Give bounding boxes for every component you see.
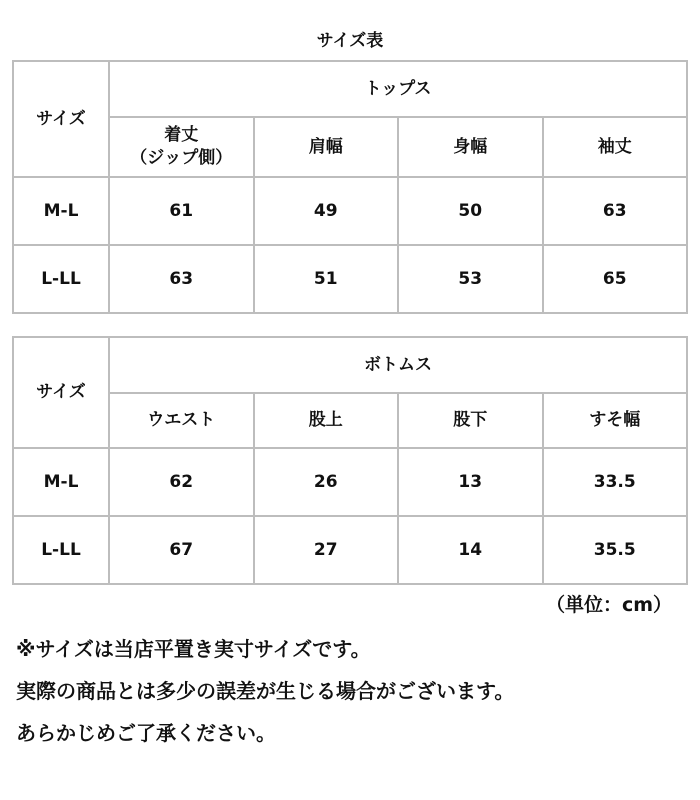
column-header-chest: 身幅 [398,117,543,177]
tops-size-table [12,60,688,314]
column-header-length-line2: （ジップ側） [130,148,233,168]
value-cell: 63 [543,177,688,245]
size-cell: M-L [13,177,109,245]
value-cell: 27 [254,516,399,584]
value-cell: 26 [254,448,399,516]
size-cell: L-LL [13,245,109,313]
value-cell: 13 [398,448,543,516]
size-header-cell: サイズ [13,61,109,177]
note-line: 実際の商品とは多少の誤差が生じる場合がございます。 [16,679,515,703]
unit-label: （単位：cm） [545,594,672,616]
size-cell: L-LL [13,516,109,584]
column-header-length [109,117,254,177]
size-cell: M-L [13,448,109,516]
column-header-hem-width: すそ幅 [543,393,688,448]
value-cell: 50 [398,177,543,245]
value-cell: 63 [109,245,254,313]
column-header-rise: 股上 [254,393,399,448]
column-header-waist: ウエスト [109,393,254,448]
table-row [13,245,687,313]
value-cell: 51 [254,245,399,313]
column-header-length-line1: 着丈 [164,125,199,146]
note-line: ※サイズは当店平置き実寸サイズです。 [16,637,371,661]
bottoms-group-header: ボトムス [109,337,687,393]
value-cell: 65 [543,245,688,313]
column-header-inseam: 股下 [398,393,543,448]
table-row [13,177,687,245]
table-row [13,516,687,584]
value-cell: 33.5 [543,448,688,516]
column-header-sleeve: 袖丈 [543,117,688,177]
value-cell: 62 [109,448,254,516]
column-header-shoulder: 肩幅 [254,117,399,177]
note-line: あらかじめご了承ください。 [16,721,276,745]
value-cell: 14 [398,516,543,584]
value-cell: 49 [254,177,399,245]
bottoms-size-table [12,336,688,585]
table-row [13,448,687,516]
value-cell: 61 [109,177,254,245]
size-header-cell: サイズ [13,337,109,448]
value-cell: 35.5 [543,516,688,584]
notes [16,628,696,754]
page-title: サイズ表 [316,31,384,51]
value-cell: 67 [109,516,254,584]
value-cell: 53 [398,245,543,313]
tops-group-header: トップス [109,61,687,117]
